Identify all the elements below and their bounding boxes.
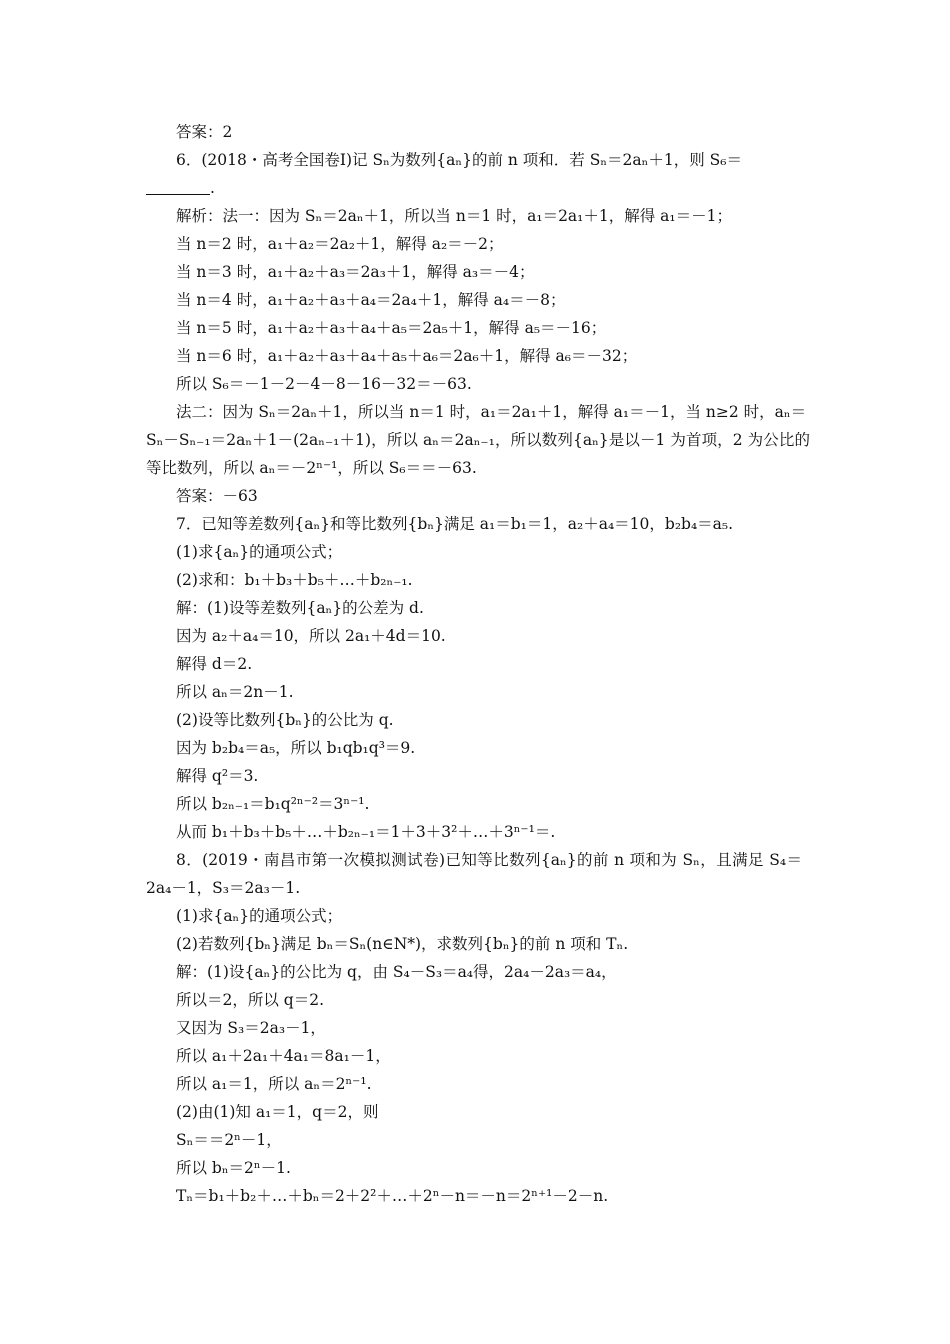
solution-8-line-2: 所以＝2，所以 q＝2. bbox=[176, 991, 324, 1009]
solution-7-line-7: 解得 q²＝3. bbox=[176, 767, 259, 785]
solution-6-method-1: 解析：法一：因为 Sₙ＝2aₙ＋1，所以当 n＝1 时，a₁＝2a₁＋1，解得 a₁＝－1； bbox=[176, 207, 732, 225]
solution-7-line-1: 解：(1)设等差数列{aₙ}的公差为 d. bbox=[176, 599, 424, 617]
solution-6-step-n3: 当 n＝3 时，a₁＋a₂＋a₃＝2a₃＋1，解得 a₃＝－4； bbox=[176, 263, 535, 281]
problem-6-blank-line bbox=[146, 178, 802, 198]
problem-7-part-2: (2)求和：b₁＋b₃＋b₅＋…＋b₂ₙ₋₁. bbox=[176, 571, 413, 589]
solution-6-step-n2: 当 n＝2 时，a₁＋a₂＝2a₂＋1，解得 a₂＝－2； bbox=[176, 235, 504, 253]
problem-6-period: . bbox=[210, 179, 215, 197]
solution-8-line-8: 所以 bₙ＝2ⁿ－1. bbox=[176, 1159, 291, 1177]
solution-6-sum: 所以 S₆＝－1－2－4－8－16－32＝－63. bbox=[176, 375, 472, 393]
problem-8-text-line-1: 8．(2019・南昌市第一次模拟测试卷)已知等比数列{aₙ}的前 n 项和为 Sₙ，且满足 S₄＝ bbox=[176, 851, 802, 869]
problem-8-part-2: (2)若数列{bₙ}满足 bₙ＝Sₙ(n∈N*)，求数列{bₙ}的前 n 项和 Tₙ. bbox=[176, 935, 629, 953]
solution-6-method-2-line-1: 法二：因为 Sₙ＝2aₙ＋1，所以当 n＝1 时，a₁＝2a₁＋1，解得 a₁＝－1，当 n≥2 时，aₙ＝ bbox=[176, 403, 807, 421]
problem-8-part-1: (1)求{aₙ}的通项公式； bbox=[176, 907, 343, 925]
solution-7-line-5: (2)设等比数列{bₙ}的公比为 q. bbox=[176, 711, 394, 729]
solution-8-line-4: 所以 a₁＋2a₁＋4a₁＝8a₁－1， bbox=[176, 1047, 391, 1065]
solution-8-line-9: Tₙ＝b₁＋b₂＋…＋bₙ＝2＋2²＋…＋2ⁿ－n＝－n＝2ⁿ⁺¹－2－n. bbox=[176, 1187, 609, 1205]
solution-6-method-2-line-3: 等比数列，所以 aₙ＝－2ⁿ⁻¹，所以 S₆＝＝－63. bbox=[146, 459, 477, 477]
solution-6-method-2-line-2: Sₙ－Sₙ₋₁＝2aₙ＋1－(2aₙ₋₁＋1)，所以 aₙ＝2aₙ₋₁，所以数列{aₙ}是以－1 为首项，2 为公比的 bbox=[146, 431, 810, 449]
solution-6-step-n4: 当 n＝4 时，a₁＋a₂＋a₃＋a₄＝2a₄＋1，解得 a₄＝－8； bbox=[176, 291, 566, 309]
solution-7-line-4: 所以 aₙ＝2n－1. bbox=[176, 683, 294, 701]
solution-8-line-6: (2)由(1)知 a₁＝1，q＝2，则 bbox=[176, 1103, 379, 1121]
solution-6-step-n6: 当 n＝6 时，a₁＋a₂＋a₃＋a₄＋a₅＋a₆＝2a₆＋1，解得 a₆＝－32； bbox=[176, 347, 638, 365]
solution-7-line-2: 因为 a₂＋a₄＝10，所以 2a₁＋4d＝10. bbox=[176, 627, 446, 645]
solution-7-line-8: 所以 b₂ₙ₋₁＝b₁q²ⁿ⁻²＝3ⁿ⁻¹. bbox=[176, 795, 370, 813]
problem-7-text: 7．已知等差数列{aₙ}和等比数列{bₙ}满足 a₁＝b₁＝1，a₂＋a₄＝10，b₂b₄＝a₅. bbox=[176, 515, 734, 533]
solution-8-line-7: Sₙ＝＝2ⁿ－1， bbox=[176, 1131, 282, 1149]
problem-6-text: 6．(2018・高考全国卷Ⅰ)记 Sₙ为数列{aₙ}的前 n 项和．若 Sₙ＝2aₙ＋1，则 S₆＝ bbox=[176, 151, 742, 169]
solution-7-line-3: 解得 d＝2. bbox=[176, 655, 253, 673]
answer-6: 答案：－63 bbox=[176, 487, 258, 505]
solution-7-line-6: 因为 b₂b₄＝a₅，所以 b₁qb₁q³＝9. bbox=[176, 739, 416, 757]
answer-5: 答案：2 bbox=[176, 123, 233, 141]
solution-7-line-9: 从而 b₁＋b₃＋b₅＋…＋b₂ₙ₋₁＝1＋3＋3²＋…＋3ⁿ⁻¹＝. bbox=[176, 823, 556, 841]
solution-8-line-3: 又因为 S₃＝2a₃－1， bbox=[176, 1019, 326, 1037]
problem-7-part-1: (1)求{aₙ}的通项公式； bbox=[176, 543, 343, 561]
problem-8-text-line-2: 2a₄－1，S₃＝2a₃－1. bbox=[146, 879, 301, 897]
solution-8-line-5: 所以 a₁＝1，所以 aₙ＝2ⁿ⁻¹. bbox=[176, 1075, 372, 1093]
answer-blank bbox=[146, 180, 210, 195]
solution-8-line-1: 解：(1)设{aₙ}的公比为 q，由 S₄－S₃＝a₄得，2a₄－2a₃＝a₄， bbox=[176, 963, 617, 981]
solution-6-step-n5: 当 n＝5 时，a₁＋a₂＋a₃＋a₄＋a₅＝2a₅＋1，解得 a₅＝－16； bbox=[176, 319, 607, 337]
